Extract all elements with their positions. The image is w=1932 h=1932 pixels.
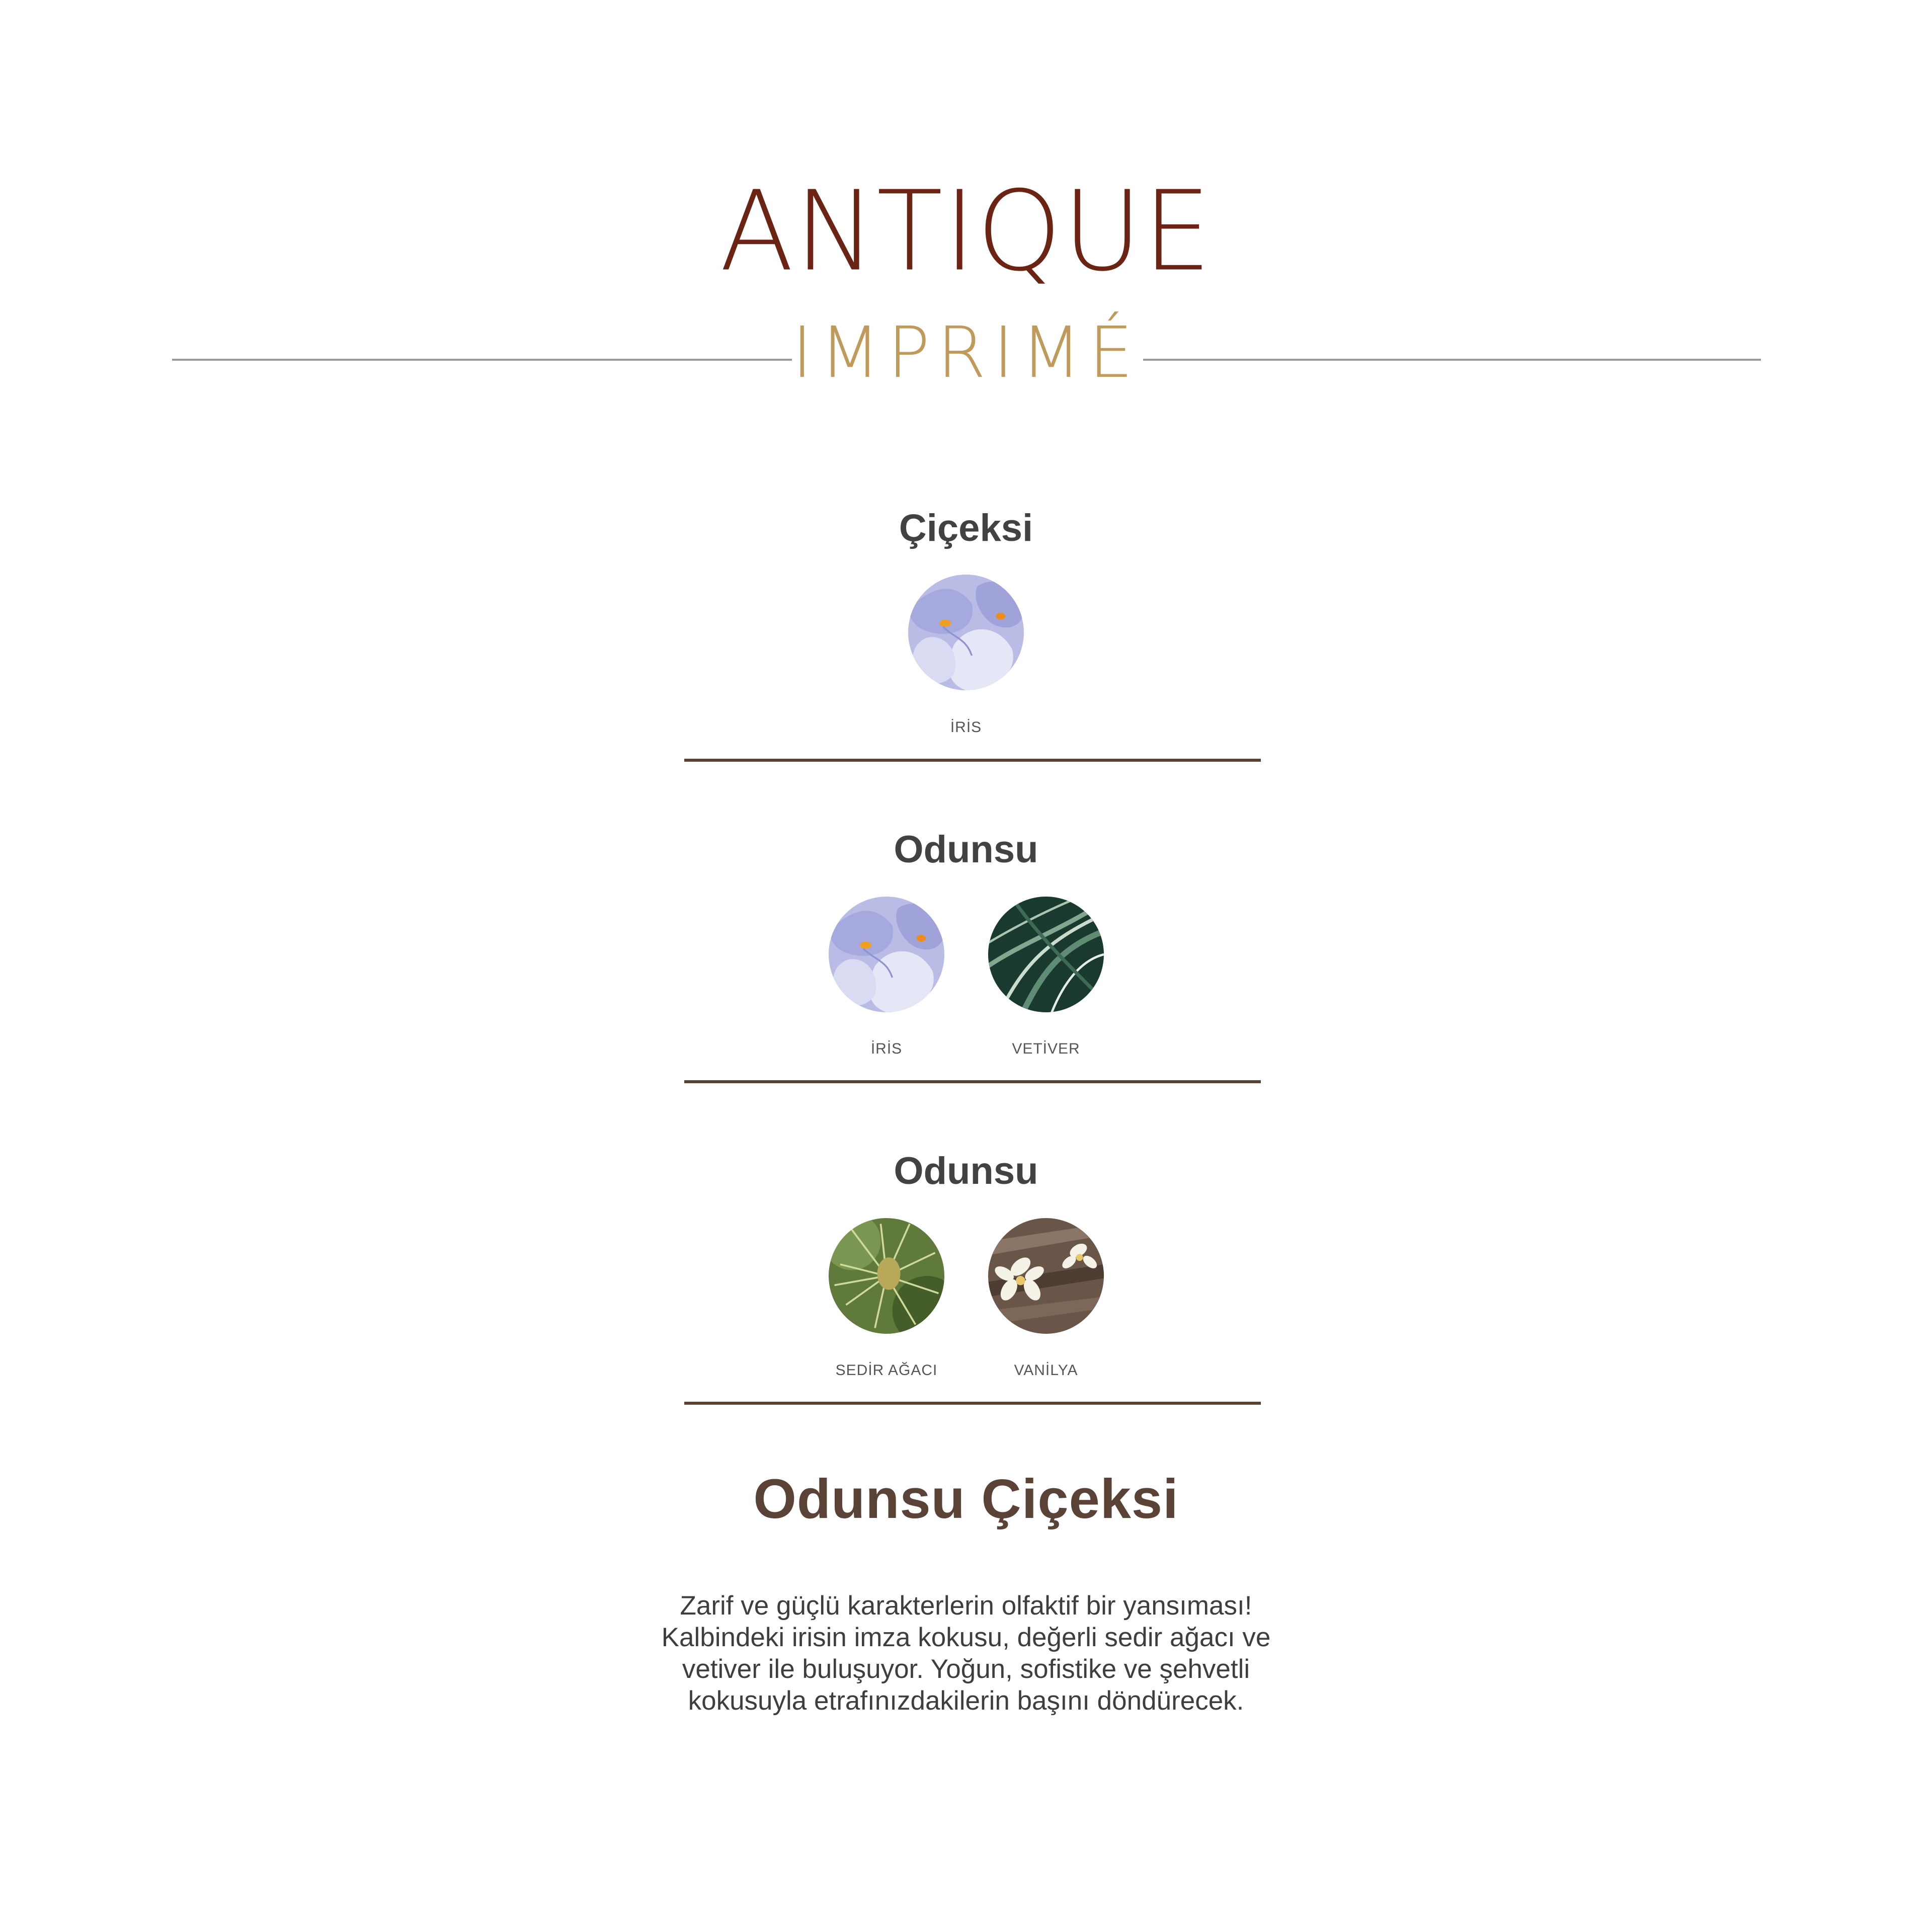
brand-subtitle: IMPRIMÉ: [791, 312, 1141, 394]
note-label-vanilla: VANİLYA: [1014, 1362, 1078, 1379]
description-line: Zarif ve güçlü karakterlerin olfaktif bir yansıması!: [680, 1591, 1252, 1621]
iris-flower-icon: [829, 897, 944, 1012]
vanilla-orchid-icon: [988, 1218, 1104, 1334]
description-line: vetiver ile buluşuyor. Yoğun, sofistike ve şehvetli: [682, 1654, 1250, 1684]
section-title-top: Çiçeksi: [899, 507, 1033, 549]
fragrance-description: [604, 1590, 1328, 1717]
section-divider-2: [684, 1080, 1261, 1083]
cedar-tree-icon: [829, 1218, 944, 1334]
vetiver-grass-icon: [988, 897, 1104, 1012]
section-divider-3: [684, 1402, 1261, 1405]
description-line: kokusuyla etrafınızdakilerin başını döndürecek.: [688, 1686, 1244, 1716]
fragrance-family-title: Odunsu Çiçeksi: [753, 1468, 1179, 1530]
note-label-iris: İRİS: [870, 1040, 903, 1057]
note-label-iris: İRİS: [950, 719, 982, 736]
section-divider-1: [684, 759, 1261, 762]
brand-rule-right: [1143, 359, 1761, 361]
note-label-vetiver: VETİVER: [1012, 1040, 1080, 1057]
brand-title: ANTIQUE: [719, 167, 1213, 296]
description-line: Kalbindeki irisin imza kokusu, değerli sedir ağacı ve: [661, 1623, 1271, 1652]
section-title-bottom: Odunsu: [894, 1150, 1038, 1192]
iris-flower-icon: [908, 575, 1024, 690]
section-title-middle: Odunsu: [894, 828, 1038, 871]
note-label-cedar: SEDİR AĞACI: [835, 1362, 938, 1379]
